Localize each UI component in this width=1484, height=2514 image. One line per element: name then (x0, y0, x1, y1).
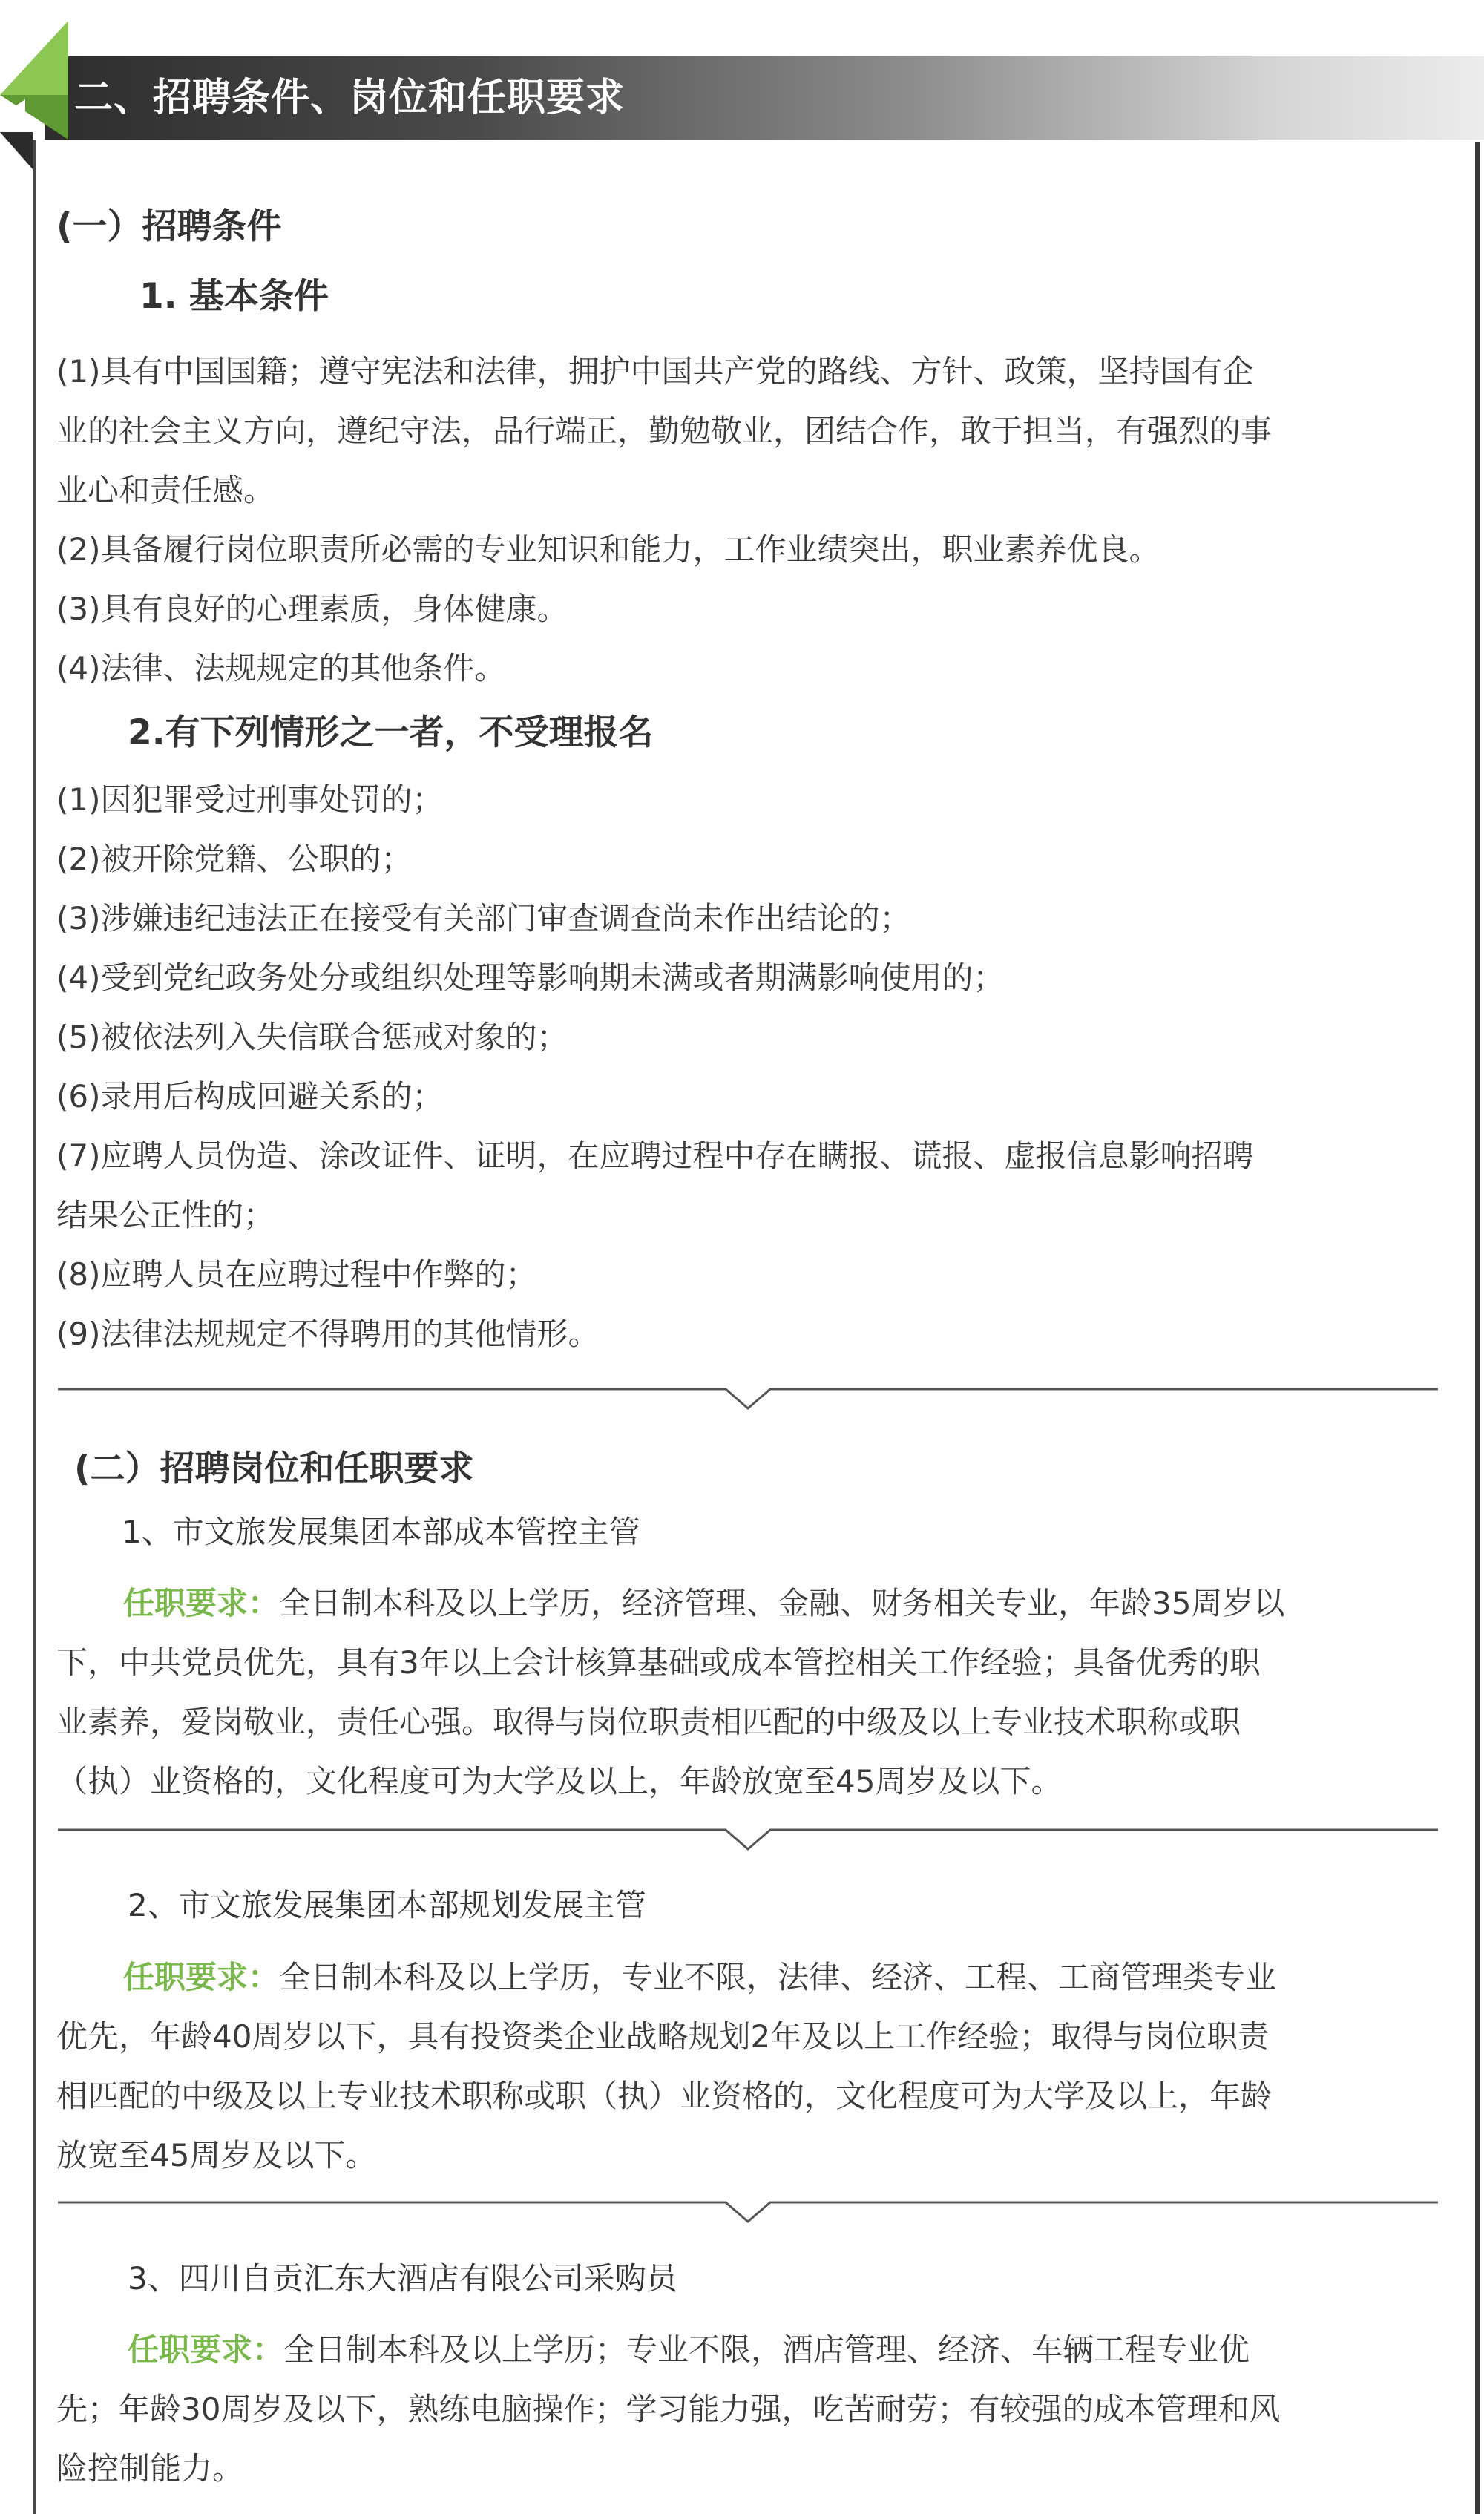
basic-condition-line: 业的社会主义方向，遵纪守法，品行端正，勤勉敬业，团结合作，敢于担当，有强烈的事 (56, 413, 1273, 449)
banner-title: 二、招聘条件、岗位和任职要求 (74, 76, 626, 120)
exclusions-title: 2.有下列情形之一者，不受理报名 (128, 712, 654, 753)
exclusion-line: 结果公正性的； (56, 1197, 275, 1233)
position-requirement-line: 任职要求：全日制本科及以上学历，专业不限，法律、经济、工程、工商管理类专业 (123, 1959, 1277, 1995)
position-requirement-line: 优先，年龄40周岁以下，具有投资类企业战略规划2年及以上工作经验；取得与岗位职责 (56, 2018, 1270, 2055)
section-divider (58, 1822, 1438, 1860)
section-divider (58, 2195, 1438, 2232)
section-banner (0, 0, 1484, 160)
position-requirement-line: 险控制能力。 (56, 2450, 244, 2487)
requirement-label: 任职要求： (123, 1585, 280, 1621)
exclusion-line: (9)法律法规规定不得聘用的其他情形。 (56, 1316, 600, 1352)
exclusion-line: (3)涉嫌违纪违法正在接受有关部门审查调查尚未作出结论的； (56, 900, 911, 936)
position-requirement-line: 相匹配的中级及以上专业技术职称或职（执）业资格的，文化程度可为大学及以上，年龄 (56, 2078, 1273, 2114)
position-requirement-line: 先；年龄30周岁及以下，熟练电脑操作；学习能力强，吃苦耐劳；有较强的成本管理和风 (56, 2391, 1281, 2427)
basic-condition-line: 业心和责任感。 (56, 472, 275, 508)
basic-condition-line: (4)法律、法规规定的其他条件。 (56, 650, 506, 686)
exclusion-line: (5)被依法列入失信联合惩戒对象的； (56, 1019, 568, 1055)
position-title: 2、市文旅发展集团本部规划发展主管 (128, 1887, 646, 1923)
requirement-label: 任职要求： (128, 2331, 284, 2368)
exclusion-line: (6)录用后构成回避关系的； (56, 1078, 444, 1115)
position-requirement-line: 任职要求：全日制本科及以上学历；专业不限，酒店管理、经济、车辆工程专业优 (128, 2331, 1250, 2368)
section-divider (58, 1382, 1438, 1419)
position-title: 3、四川自贡汇东大酒店有限公司采购员 (128, 2260, 677, 2297)
position-requirement-line: 业素养，爱岗敬业，责任心强。取得与岗位职责相匹配的中级及以上专业技术职称或职 (56, 1704, 1241, 1740)
position-title: 1、市文旅发展集团本部成本管控主管 (122, 1514, 640, 1550)
position-requirement-line: （执）业资格的，文化程度可为大学及以上，年龄放宽至45周岁及以下。 (56, 1763, 1063, 1799)
basic-condition-line: (1)具有中国国籍；遵守宪法和法律，拥护中国共产党的路线、方针、政策，坚持国有企 (56, 353, 1254, 390)
section-recruitment-conditions-title: (一）招聘条件 (56, 206, 282, 247)
position-requirement-line: 放宽至45周岁及以下。 (56, 2137, 377, 2173)
exclusion-line: (1)因犯罪受过刑事处罚的； (56, 781, 444, 818)
basic-condition-line: (2)具备履行岗位职责所必需的专业知识和能力，工作业绩突出，职业素养优良。 (56, 531, 1160, 568)
section-positions-title: (二）招聘岗位和任职要求 (74, 1448, 474, 1489)
exclusion-line: (8)应聘人员在应聘过程中作弊的； (56, 1256, 537, 1293)
exclusion-line: (4)受到党纪政务处分或组织处理等影响期未满或者期满影响使用的； (56, 959, 1005, 996)
requirement-label: 任职要求： (123, 1959, 280, 1995)
exclusion-line: (7)应聘人员伪造、涂改证件、证明，在应聘过程中存在瞒报、谎报、虚报信息影响招聘 (56, 1138, 1254, 1174)
basic-condition-line: (3)具有良好的心理素质，身体健康。 (56, 591, 568, 627)
exclusion-line: (2)被开除党籍、公职的； (56, 841, 413, 877)
position-requirement-line: 任职要求：全日制本科及以上学历，经济管理、金融、财务相关专业，年龄35周岁以 (123, 1585, 1285, 1621)
position-requirement-line: 下，中共党员优先，具有3年以上会计核算基础或成本管控相关工作经验；具备优秀的职 (56, 1644, 1261, 1681)
basic-conditions-title: 1. 基本条件 (139, 276, 329, 317)
